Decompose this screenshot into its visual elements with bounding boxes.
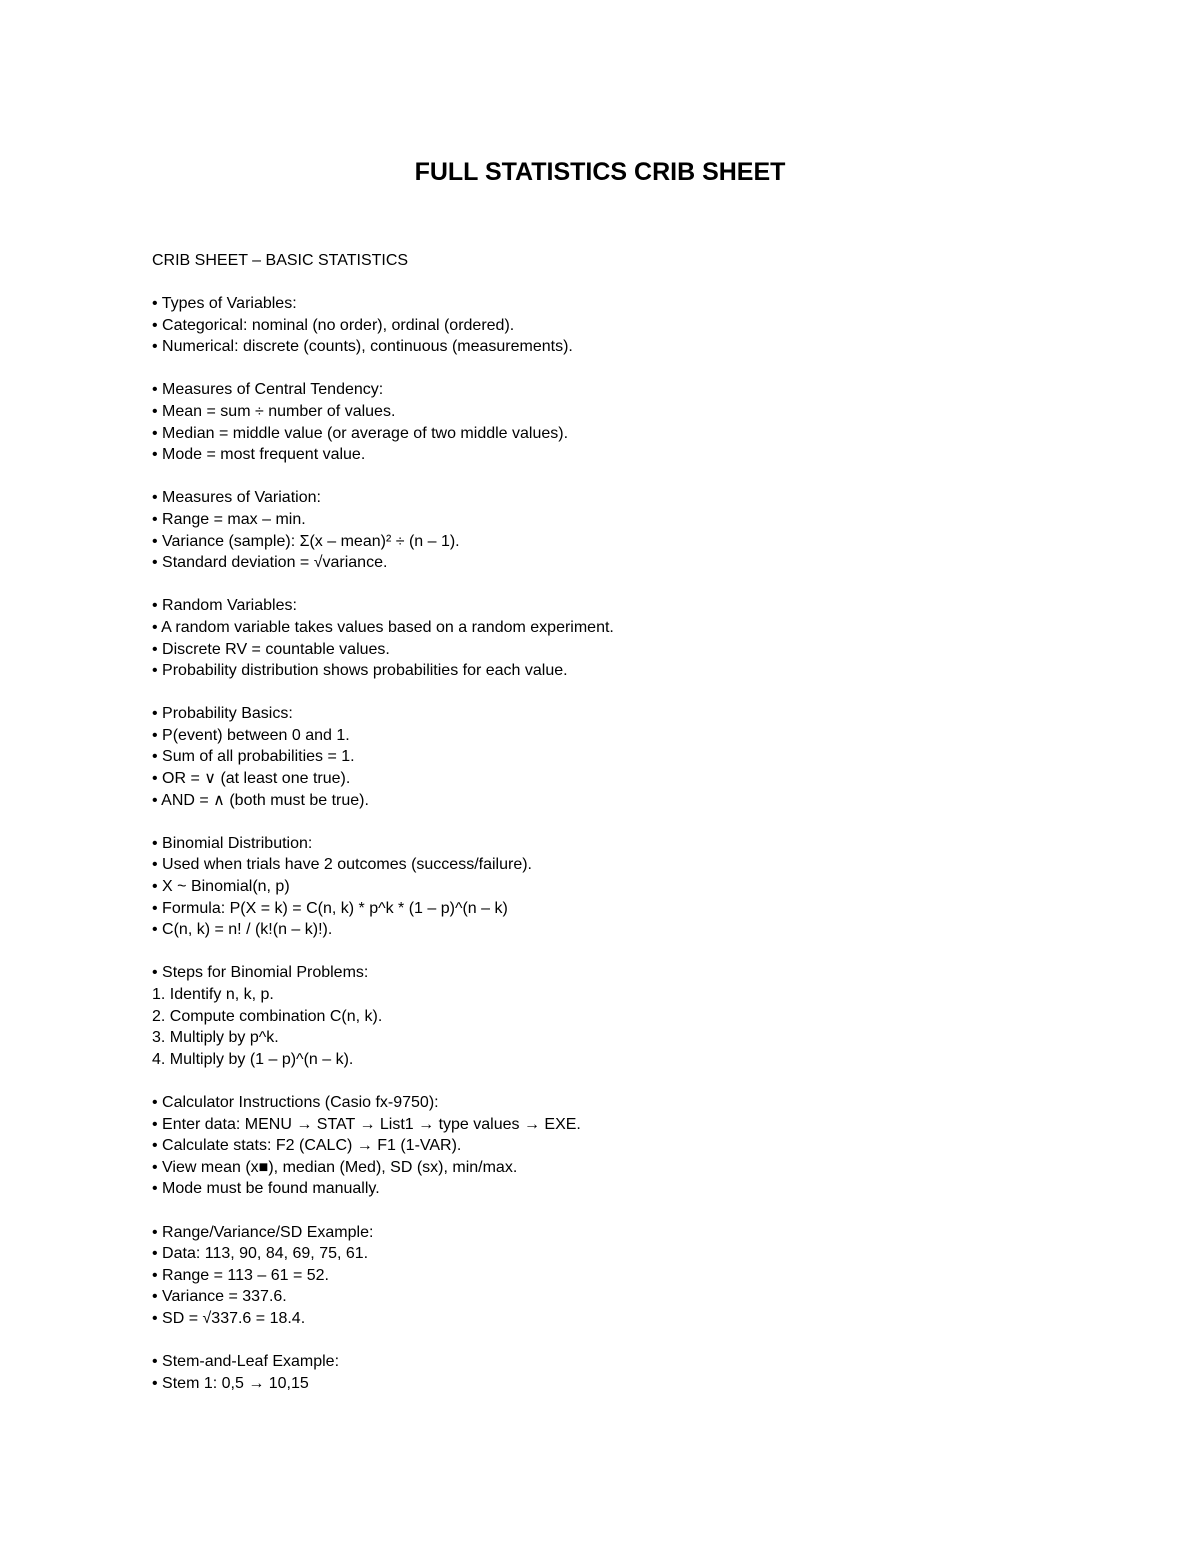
text-line: • AND = ∧ (both must be true). xyxy=(152,791,369,809)
text-line: • P(event) between 0 and 1. xyxy=(152,726,350,744)
section-binomial-steps xyxy=(152,962,1052,1070)
text-line: • Formula: P(X = k) = C(n, k) * p^k * (1 – p)^(n – k) xyxy=(152,899,508,917)
section-heading: • Calculator Instructions (Casio fx-9750): xyxy=(152,1093,439,1111)
section-heading: • Types of Variables: xyxy=(152,295,297,312)
text-line: • Numerical: discrete (counts), continuous (measurements). xyxy=(152,338,573,356)
text-line: • View mean (x■), median (Med), SD (sx), min/max. xyxy=(152,1158,518,1176)
text-line: • Variance (sample): Σ(x – mean)² ÷ (n – 1). xyxy=(152,532,460,550)
text-line: • Stem 1: 0,5 → 10,15 xyxy=(152,1374,309,1392)
text-line: • Mean = sum ÷ number of values. xyxy=(152,402,396,420)
section-stem-and-leaf-example xyxy=(152,1351,1052,1394)
text-line: • SD = √337.6 = 18.4. xyxy=(152,1309,306,1327)
step-line: 2. Compute combination C(n, k). xyxy=(152,1007,383,1025)
section-heading: • Steps for Binomial Problems: xyxy=(152,964,369,982)
text-line: • Sum of all probabilities = 1. xyxy=(152,748,355,766)
section-range-variance-sd-example xyxy=(152,1222,1052,1330)
section-heading: • Probability Basics: xyxy=(152,705,293,723)
section-heading: • Measures of Central Tendency: xyxy=(152,381,384,399)
text-line: • X ~ Binomial(n, p) xyxy=(152,878,290,896)
section-heading: • Random Variables: xyxy=(152,597,297,615)
section-heading: • Range/Variance/SD Example: xyxy=(152,1223,374,1241)
text-line: • C(n, k) = n! / (k!(n – k)!). xyxy=(152,921,333,939)
section-variation xyxy=(152,487,1052,573)
text-line: • Calculate stats: F2 (CALC) → F1 (1-VAR). xyxy=(152,1137,462,1155)
document-body xyxy=(152,293,1052,1416)
text-line: • Range = 113 – 61 = 52. xyxy=(152,1266,329,1284)
section-random-variables xyxy=(152,595,1052,681)
section-types-of-variables xyxy=(152,293,1052,358)
text-line: • Probability distribution shows probabilities for each value. xyxy=(152,662,568,680)
section-probability-basics xyxy=(152,703,1052,811)
text-line: • Enter data: MENU → STAT → List1 → type values → EXE. xyxy=(152,1115,581,1133)
text-line: • OR = ∨ (at least one true). xyxy=(152,770,351,788)
text-line: • Median = middle value (or average of two middle values). xyxy=(152,424,569,442)
text-line: • Range = max – min. xyxy=(152,510,306,528)
section-heading: • Binomial Distribution: xyxy=(152,834,313,852)
section-heading: • Stem-and-Leaf Example: xyxy=(152,1353,340,1371)
text-line: • Used when trials have 2 outcomes (success/failure). xyxy=(152,856,532,874)
text-line: • Data: 113, 90, 84, 69, 75, 61. xyxy=(152,1245,369,1263)
section-heading: • Measures of Variation: xyxy=(152,489,321,507)
text-line: • Variance = 337.6. xyxy=(152,1288,287,1306)
text-line: • Mode = most frequent value. xyxy=(152,446,366,464)
step-line: 4. Multiply by (1 – p)^(n – k). xyxy=(152,1050,354,1068)
text-line: • Mode must be found manually. xyxy=(152,1180,380,1198)
step-line: 3. Multiply by p^k. xyxy=(152,1029,279,1047)
section-calculator-instructions xyxy=(152,1092,1052,1200)
text-line: • A random variable takes values based on a random experiment. xyxy=(152,618,614,636)
text-line: • Discrete RV = countable values. xyxy=(152,640,390,658)
text-line: • Categorical: nominal (no order), ordinal (ordered). xyxy=(152,316,515,334)
section-subtitle: CRIB SHEET – BASIC STATISTICS xyxy=(152,252,409,269)
text-line: • Standard deviation = √variance. xyxy=(152,554,388,572)
page-title: FULL STATISTICS CRIB SHEET xyxy=(414,158,786,186)
section-central-tendency xyxy=(152,379,1052,465)
step-line: 1. Identify n, k, p. xyxy=(152,986,274,1003)
section-binomial-distribution xyxy=(152,833,1052,941)
